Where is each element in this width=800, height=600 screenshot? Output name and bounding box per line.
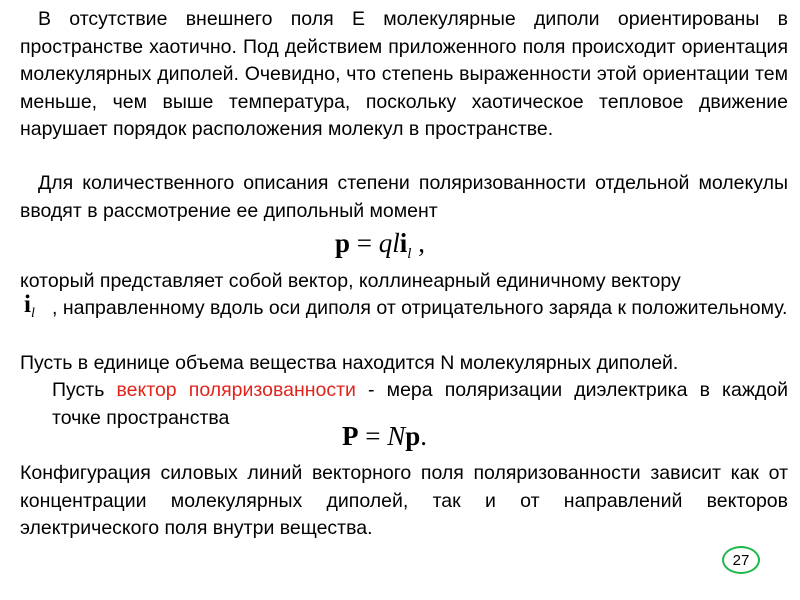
formula2-P-symbol: P	[342, 421, 359, 451]
page-number-badge	[722, 546, 760, 574]
formula2-N-symbol: N	[387, 421, 406, 451]
unit-vector-i: i	[24, 291, 31, 318]
formula-comma: ,	[411, 228, 425, 258]
formula2-p-symbol: p	[405, 421, 421, 451]
formula-l-symbol: l	[392, 228, 400, 258]
polarization-vector-term: вектор поляризованности	[116, 379, 356, 401]
paragraph-external-field: В отсутствие внешнего поля Е молекулярные диполи ориентированы в пространстве хаотично. Под действием приложенного поля происходит ориентация молекулярных диполей. Очевидно, что степень выраженности этой ориентации тем меньше, чем выше температура, поскольку хаотическое тепловое движение нарушает порядок расположения молекул в пространстве.	[20, 8, 788, 140]
paragraph-dipole-moment-intro: Для количественного описания степени поляризованности отдельной молекулы вводят в рассмотрение ее дипольный момент	[20, 172, 788, 222]
paragraph-vector-description: который представляет собой вектор, коллинеарный единичному вектору	[20, 270, 681, 292]
polarization-pre: Пусть	[52, 379, 117, 401]
formula-equals: =	[350, 228, 379, 258]
paragraph-dipole-count: Пусть в единице объема вещества находится N молекулярных диполей.	[20, 352, 679, 374]
polarization-post: - мера поляризации диэлектрика в каждой точке пространства	[52, 379, 789, 429]
unit-vector-subscript: l	[30, 306, 35, 321]
formula-dipole-moment	[335, 226, 425, 271]
formula-polarization	[342, 419, 427, 453]
formula-q-symbol: q	[378, 228, 393, 258]
formula2-equals: =	[358, 421, 388, 451]
formula-i-subscript: l	[407, 246, 412, 262]
page-number: 27	[732, 551, 750, 569]
formula-p-symbol: p	[335, 228, 351, 258]
formula2-period: .	[420, 421, 428, 451]
paragraph-unit-vector-direction: , направленному вдоль оси диполя от отрицательного заряда к положительному.	[52, 297, 788, 319]
paragraph-field-lines: Конфигурация силовых линий векторного поля поляризованности зависит как от концентрации молекулярных диполей, так и от направлений векторов электрического поля внутри вещества.	[20, 462, 788, 539]
formula-i-symbol: i	[399, 228, 408, 258]
unit-vector-symbol	[24, 290, 35, 329]
